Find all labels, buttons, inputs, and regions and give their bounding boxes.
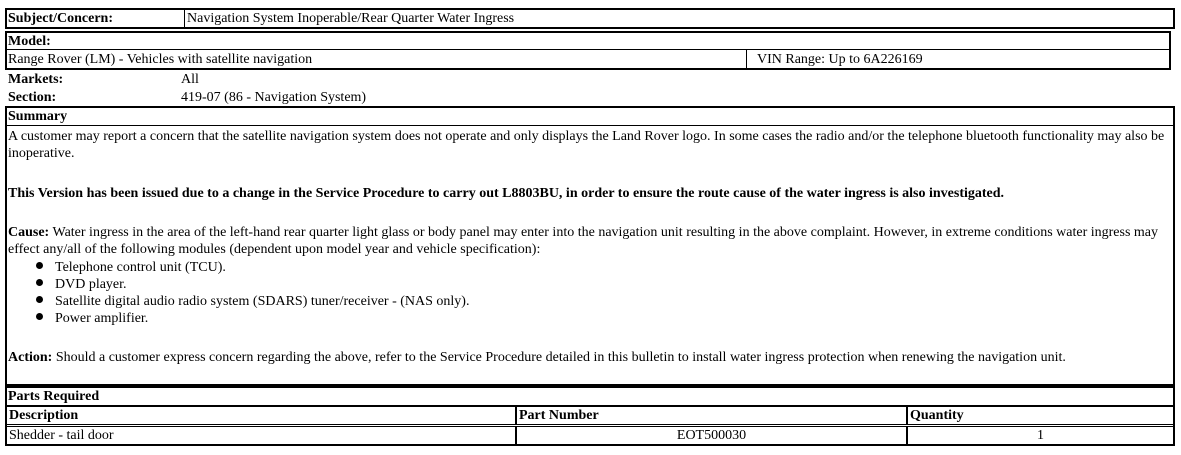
- subject-row: [5, 8, 1175, 29]
- action-paragraph: [8, 349, 1168, 366]
- module-item: [36, 259, 226, 276]
- module-label: Power amplifier.: [55, 311, 149, 326]
- model-label: Model:: [8, 34, 51, 49]
- summary-intro: A customer may report a concern that the satellite navigation system does not operate and only displays the Land Rover logo. In some cases the radio and/or the telephone bluetooth functionality may also be inoperative.: [8, 129, 1165, 161]
- column-header-description: Description: [6, 406, 516, 425]
- bullet-icon: [36, 279, 43, 286]
- markets-label: Markets:: [8, 72, 64, 87]
- model-divider: [6, 49, 1170, 50]
- cause-paragraph: [8, 224, 1168, 258]
- vin-range: VIN Range: Up to 6A226169: [757, 52, 923, 67]
- part-description: Shedder - tail door: [6, 426, 516, 445]
- version-note: This Version has been issued due to a change in the Service Procedure to carry out L8803BU, in order to ensure the route cause of the water ingress is also investigated.: [8, 186, 1005, 201]
- module-label: Satellite digital audio radio system (SDARS) tuner/receiver - (NAS only).: [55, 294, 470, 309]
- column-header-quantity: Quantity: [907, 406, 1174, 425]
- action-text: Should a customer express concern regarding the above, refer to the Service Procedure detailed in this bulletin to install water ingress protection when renewing the navigation unit.: [52, 350, 1066, 365]
- bullet-icon: [36, 296, 43, 303]
- model-value: Range Rover (LM) - Vehicles with satellite navigation: [8, 52, 313, 67]
- module-item: [36, 293, 469, 310]
- column-header-part-number: Part Number: [516, 406, 907, 425]
- module-label: Telephone control unit (TCU).: [55, 260, 226, 275]
- module-label: DVD player.: [55, 277, 127, 292]
- action-label: Action:: [8, 350, 53, 365]
- module-item: [36, 310, 148, 327]
- summary-heading: Summary: [8, 109, 68, 124]
- cause-text: Water ingress in the area of the left-hand rear quarter light glass or body panel may enter into the navigation unit resulting in the above complaint. However, in extreme conditions water ingress may effect any/all of the following modules (dependent upon model year and vehicle specification):: [8, 225, 1159, 257]
- bullet-icon: [36, 313, 43, 320]
- summary-divider: [6, 125, 1174, 126]
- subject-divider: [184, 9, 185, 28]
- section-label: Section:: [8, 90, 57, 105]
- subject-value: Navigation System Inoperable/Rear Quarter Water Ingress: [187, 11, 515, 26]
- part-number: EOT500030: [516, 426, 907, 445]
- cause-label: Cause:: [8, 225, 50, 240]
- subject-label: Subject/Concern:: [8, 11, 113, 26]
- section-value: 419-07 (86 - Navigation System): [181, 90, 367, 105]
- vin-divider: [746, 50, 747, 69]
- markets-value: All: [181, 72, 199, 87]
- module-item: [36, 276, 127, 293]
- parts-heading: Parts Required: [8, 389, 100, 404]
- bullet-icon: [36, 262, 43, 269]
- part-quantity: 1: [907, 426, 1174, 445]
